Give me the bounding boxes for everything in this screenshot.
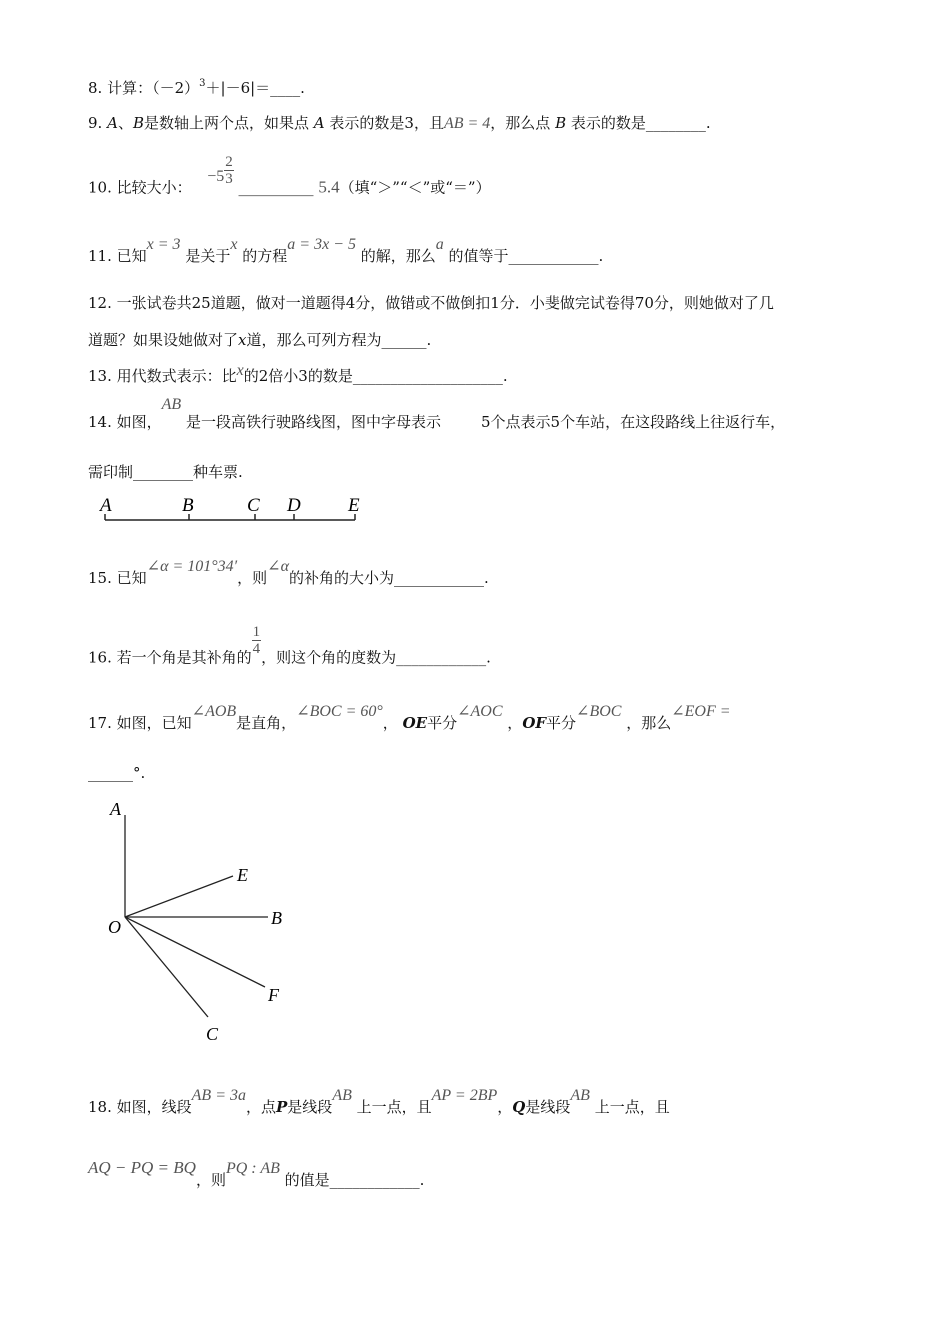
- question-12: 12. 一张试卷共25道题，做对一道题得4分，做错或不做倒扣1分．小斐做完试卷得70分，则她做对了几: [88, 294, 774, 312]
- question-18-line2: AQ − PQ = BQ，则PQ : AB 的值是____________.: [88, 1158, 425, 1189]
- label-b: B: [271, 908, 282, 928]
- label-e: E: [348, 495, 360, 516]
- question-17-line2: ______°.: [88, 764, 146, 782]
- label-c: C: [247, 495, 260, 516]
- question-16: 16. 若一个角是其补角的 $\frac{1}{4}$ ，则这个角的度数为____________.: [88, 624, 491, 667]
- label-d: D: [287, 495, 301, 516]
- label-a: A: [110, 799, 121, 819]
- question-15: 15. 已知∠α = 101°34′，则∠α的补角的大小为____________.: [88, 558, 489, 587]
- station-line-figure: [95, 490, 375, 530]
- label-a: A: [100, 495, 112, 516]
- ray-of: [125, 917, 265, 987]
- angle-rays-figure: [100, 795, 300, 1050]
- question-14: 14. 如图，AB 是一段高铁行驶路线图，图中字母表示 5个点表示5个车站，在这段路线上往返行车，: [88, 396, 786, 431]
- question-9: 9. A、B是数轴上两个点，如果点 A 表示的数是3，且AB = 4，那么点 B 表示的数是________.: [88, 114, 711, 132]
- question-10: 10. 比较大小： −5 $\frac{2}{3}$ __________ 5.4（填“＞”“＜”或“＝”）: [88, 154, 491, 197]
- fraction-2-3: $\frac{2}{3}$: [225, 154, 233, 187]
- question-11: 11. 已知x = 3 是关于x 的方程a = 3x − 5 的解，那么a 的值等于____________.: [88, 236, 604, 265]
- ray-oc: [125, 917, 208, 1017]
- ray-oe: [125, 876, 233, 917]
- question-17: 17. 如图，已知∠AOB是直角，∠BOC = 60°， OE平分∠AOC ，OF平分∠BOC ，那么∠EOF =: [88, 703, 731, 732]
- question-8: 8. 计算：$(-2)^3+|-6|=\_\_\_\_$.: [88, 78, 305, 97]
- question-18: 18. 如图，线段AB = 3a，点P是线段AB 上一点，且AP = 2BP，Q是线段AB 上一点，且: [88, 1087, 670, 1116]
- label-e: E: [237, 865, 248, 885]
- label-o: O: [108, 917, 121, 937]
- question-13: 13. 用代数式表示：比x的2倍小3的数是____________________.: [88, 362, 508, 385]
- label-c: C: [206, 1024, 219, 1044]
- fraction-1-4: $\frac{1}{4}$: [252, 624, 261, 657]
- question-12-line2: 道题？如果设她做对了x道，那么可列方程为______.: [88, 331, 432, 349]
- label-b: B: [182, 495, 194, 516]
- question-14-line2: 需印制________种车票.: [88, 463, 243, 481]
- label-f: F: [268, 985, 279, 1005]
